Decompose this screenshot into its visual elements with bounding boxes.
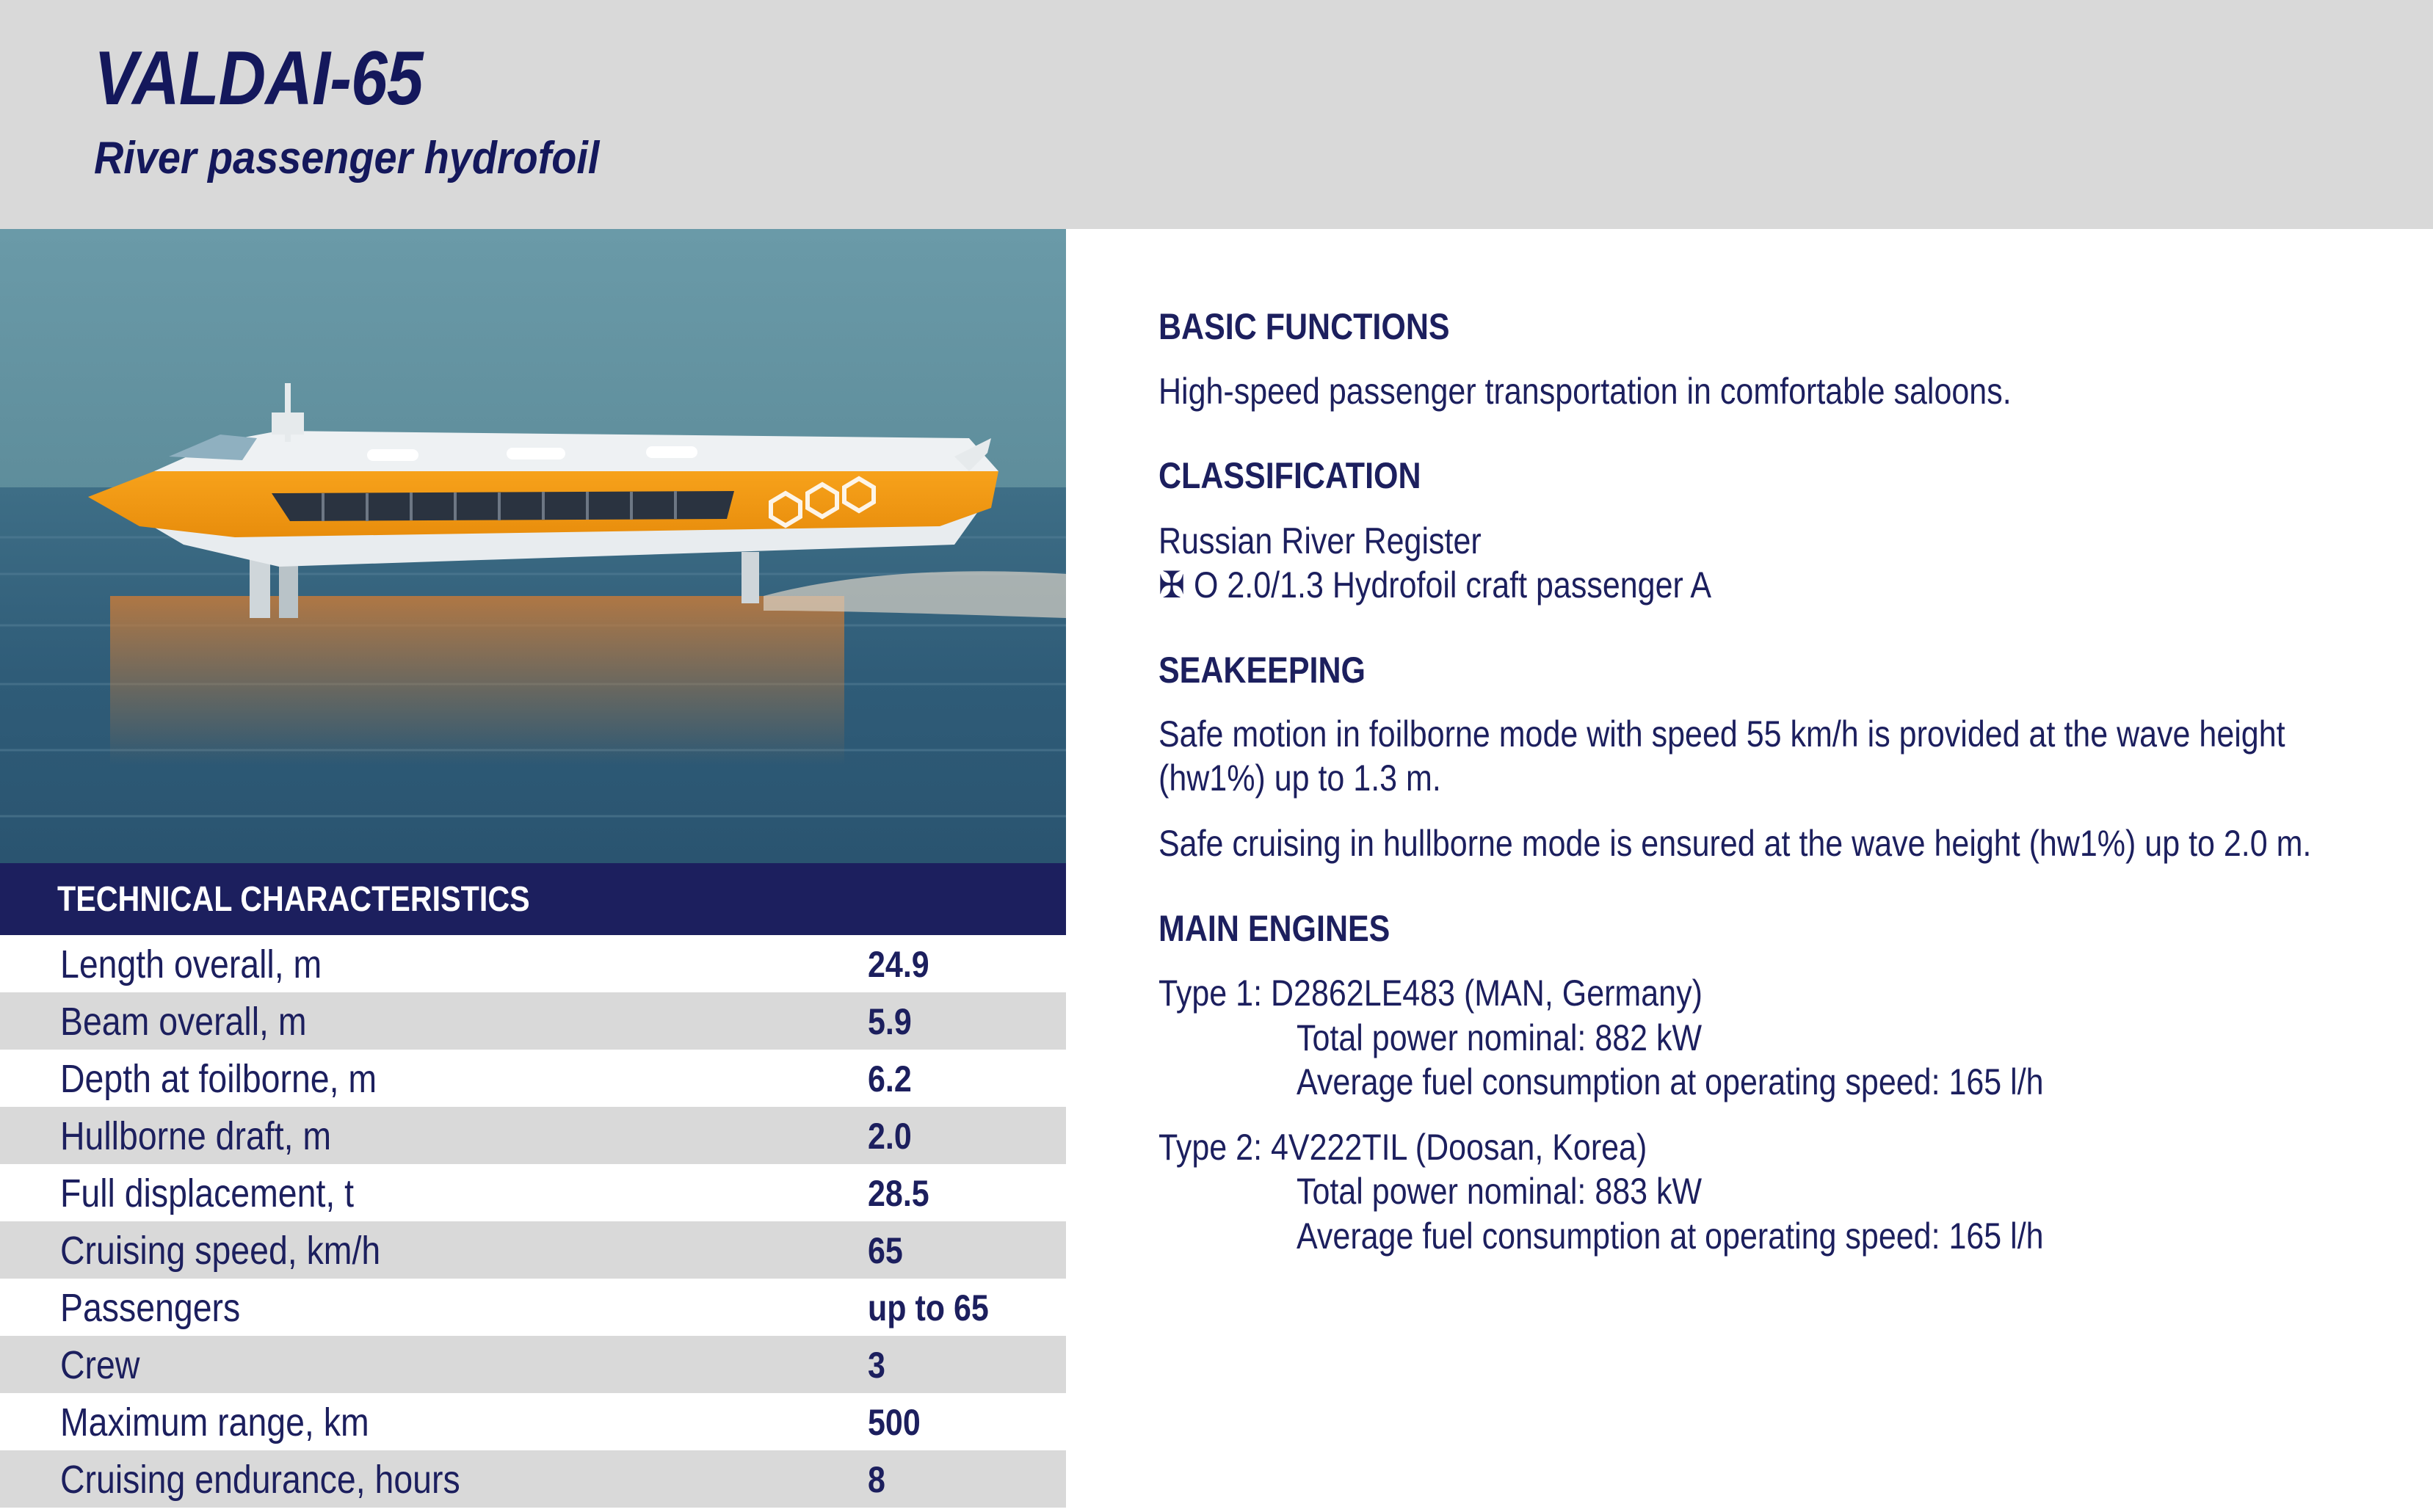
spec-row-speed [0, 1221, 1066, 1279]
engine-type-1: Type 1: D2862LE483 (MAN, Germany) [1159, 973, 1703, 1014]
spec-row-beam [0, 992, 1066, 1050]
spec-label: Maximum range, km [60, 1400, 369, 1444]
spec-row-range [0, 1393, 1066, 1450]
classification-line-2: ✠ O 2.0/1.3 Hydrofoil craft passenger A [1159, 564, 1712, 606]
technical-characteristics-header [0, 863, 1066, 935]
spec-row-draft [0, 1107, 1066, 1164]
spec-value: 2.0 [868, 1116, 912, 1157]
classification-line-1: Russian River Register [1159, 520, 1482, 561]
engine-type-1-power: Total power nominal: 882 kW [1297, 1017, 1703, 1058]
spec-row-displacement [0, 1164, 1066, 1221]
spec-label: Length overall, m [60, 942, 322, 986]
main-engines-heading: MAIN ENGINES [1159, 908, 1390, 949]
spec-value: 8 [868, 1459, 885, 1500]
spec-row-endurance [0, 1450, 1066, 1508]
seakeeping-heading: SEAKEEPING [1159, 650, 1366, 691]
spec-label: Depth at foilborne, m [60, 1057, 377, 1101]
page-subtitle: River passenger hydrofoil [94, 133, 600, 183]
spec-row-length [0, 935, 1066, 992]
spec-row-crew [0, 1336, 1066, 1393]
spec-table [0, 935, 1066, 1508]
basic-functions-heading: BASIC FUNCTIONS [1159, 306, 1450, 347]
spec-value: up to 65 [868, 1287, 989, 1329]
engine-type-2: Type 2: 4V222TIL (Doosan, Korea) [1159, 1127, 1647, 1168]
spec-value: 65 [868, 1230, 903, 1271]
seakeeping-paragraph-2: Safe cruising in hullborne mode is ensured at the wave height (hw1%) up to 2.0 m. [1159, 823, 2312, 864]
spec-value: 28.5 [868, 1173, 929, 1214]
seakeeping-paragraph-1-line-1: Safe motion in foilborne mode with speed 55 km/h is provided at the wave height [1159, 713, 2285, 755]
spec-row-depth [0, 1050, 1066, 1107]
technical-characteristics-heading: TECHNICAL CHARACTERISTICS [57, 880, 530, 919]
spec-label: Hullborne draft, m [60, 1114, 332, 1158]
seakeeping-paragraph-1-line-2: (hw1%) up to 1.3 m. [1159, 757, 1441, 799]
engine-type-2-power: Total power nominal: 883 kW [1297, 1171, 1703, 1212]
spec-label: Crew [60, 1343, 140, 1387]
spec-label: Cruising speed, km/h [60, 1229, 381, 1273]
spec-value: 6.2 [868, 1058, 912, 1100]
spec-value: 24.9 [868, 944, 929, 985]
spec-value: 3 [868, 1345, 885, 1386]
spec-label: Full displacement, t [60, 1171, 355, 1215]
basic-functions-text: High-speed passenger transportation in comfortable saloons. [1159, 371, 2012, 412]
engine-type-1-fuel: Average fuel consumption at operating speed: 165 l/h [1297, 1061, 2044, 1102]
spec-label: Passengers [60, 1286, 241, 1330]
spec-label: Cruising endurance, hours [60, 1458, 460, 1502]
spec-row-passengers [0, 1279, 1066, 1336]
page-title: VALDAI-65 [94, 36, 423, 121]
classification-heading: CLASSIFICATION [1159, 455, 1421, 496]
spec-value: 5.9 [868, 1001, 912, 1042]
engine-type-2-fuel: Average fuel consumption at operating speed: 165 l/h [1297, 1215, 2044, 1257]
hydrofoil-vessel-photo [0, 229, 1066, 863]
spec-value: 500 [868, 1402, 921, 1443]
header-band [0, 0, 2433, 229]
spec-label: Beam overall, m [60, 1000, 307, 1044]
